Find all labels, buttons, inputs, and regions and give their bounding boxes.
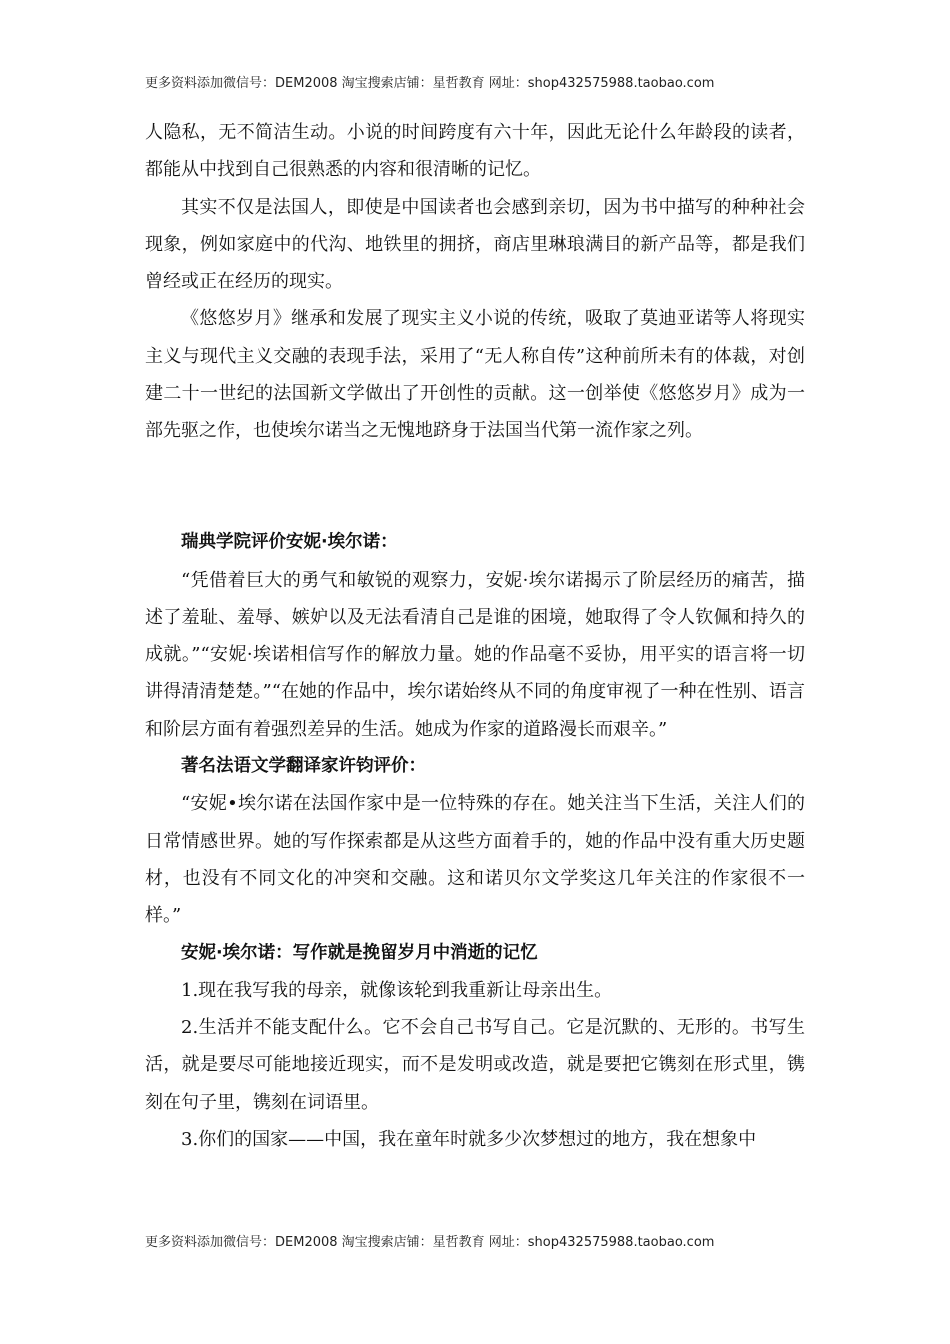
quote-item-2: 2.生活并不能支配什么。它不会自己书写自己。它是沉默的、无形的。书写生活，就是要尽可能地接近现实，而不是发明或改造，就是要把它镌刻在形式里，镌刻在句子里，镌刻在词语里。: [145, 1017, 805, 1113]
heading-translator: 著名法语文学翻译家许钧评价：: [181, 756, 426, 777]
page-footer: 更多资料添加微信号：DEM2008 淘宝搜索店铺：星哲教育 网址：shop432575988.taobao.com: [145, 1235, 715, 1250]
paragraph-continuation: 人隐私，无不简洁生动。小说的时间跨度有六十年，因此无论什么年龄段的读者，都能从中找到自己很熟悉的内容和很清晰的记忆。: [145, 122, 805, 181]
section-gap: [145, 450, 805, 525]
quote-item-1: 1.现在我写我的母亲，就像该轮到我重新让母亲出生。: [181, 979, 613, 1001]
heading-ernaux-quotes: 安妮·埃尔诺：写作就是挽留岁月中消逝的记忆: [181, 942, 538, 963]
paragraph-realism: 《悠悠岁月》继承和发展了现实主义小说的传统，吸取了莫迪亚诺等人将现实主义与现代主义交融的表现手法，采用了“无人称自传”这种前所未有的体裁，对创建二十一世纪的法国新文学做出了开创性的贡献。这一创举使《悠悠岁月》成为一部先驱之作，也使埃尔诺当之无愧地跻身于法国当代第一流作家之列。: [145, 308, 805, 442]
paragraph-chinese-readers: 其实不仅是法国人，即使是中国读者也会感到亲切，因为书中描写的种种社会现象，例如家庭中的代沟、地铁里的拥挤，商店里琳琅满目的新产品等，都是我们曾经或正在经历的现实。: [145, 196, 805, 293]
paragraph-translator-quote: “安妮•埃尔诺在法国作家中是一位特殊的存在。她关注当下生活，关注人们的日常情感世界。她的写作探索都是从这些方面着手的，她的作品中没有重大历史题材，也没有不同文化的冲突和交融。这和诺贝尔文学奖这几年关注的作家很不一样。”: [145, 793, 805, 927]
heading-swedish-academy: 瑞典学院评价安妮·埃尔诺：: [181, 532, 398, 553]
document-body: [145, 114, 805, 1158]
paragraph-academy-quote: “凭借着巨大的勇气和敏锐的观察力，安妮·埃尔诺揭示了阶层经历的痛苦，描述了羞耻、羞辱、嫉妒以及无法看清自己是谁的困境，她取得了令人钦佩和持久的成就。”“安妮·埃诺相信写作的解放力量。她的作品毫不妥协，用平实的语言将一切讲得清清楚楚。”“在她的作品中，埃尔诺始终从不同的角度审视了一种在性别、语言和阶层方面有着强烈差异的生活。她成为作家的道路漫长而艰辛。”: [145, 569, 805, 740]
quote-item-3: 3.你们的国家——中国，我在童年时就多少次梦想过的地方，我在想象中: [181, 1129, 757, 1151]
page-header: 更多资料添加微信号：DEM2008 淘宝搜索店铺：星哲教育 网址：shop432575988.taobao.com: [145, 76, 715, 91]
